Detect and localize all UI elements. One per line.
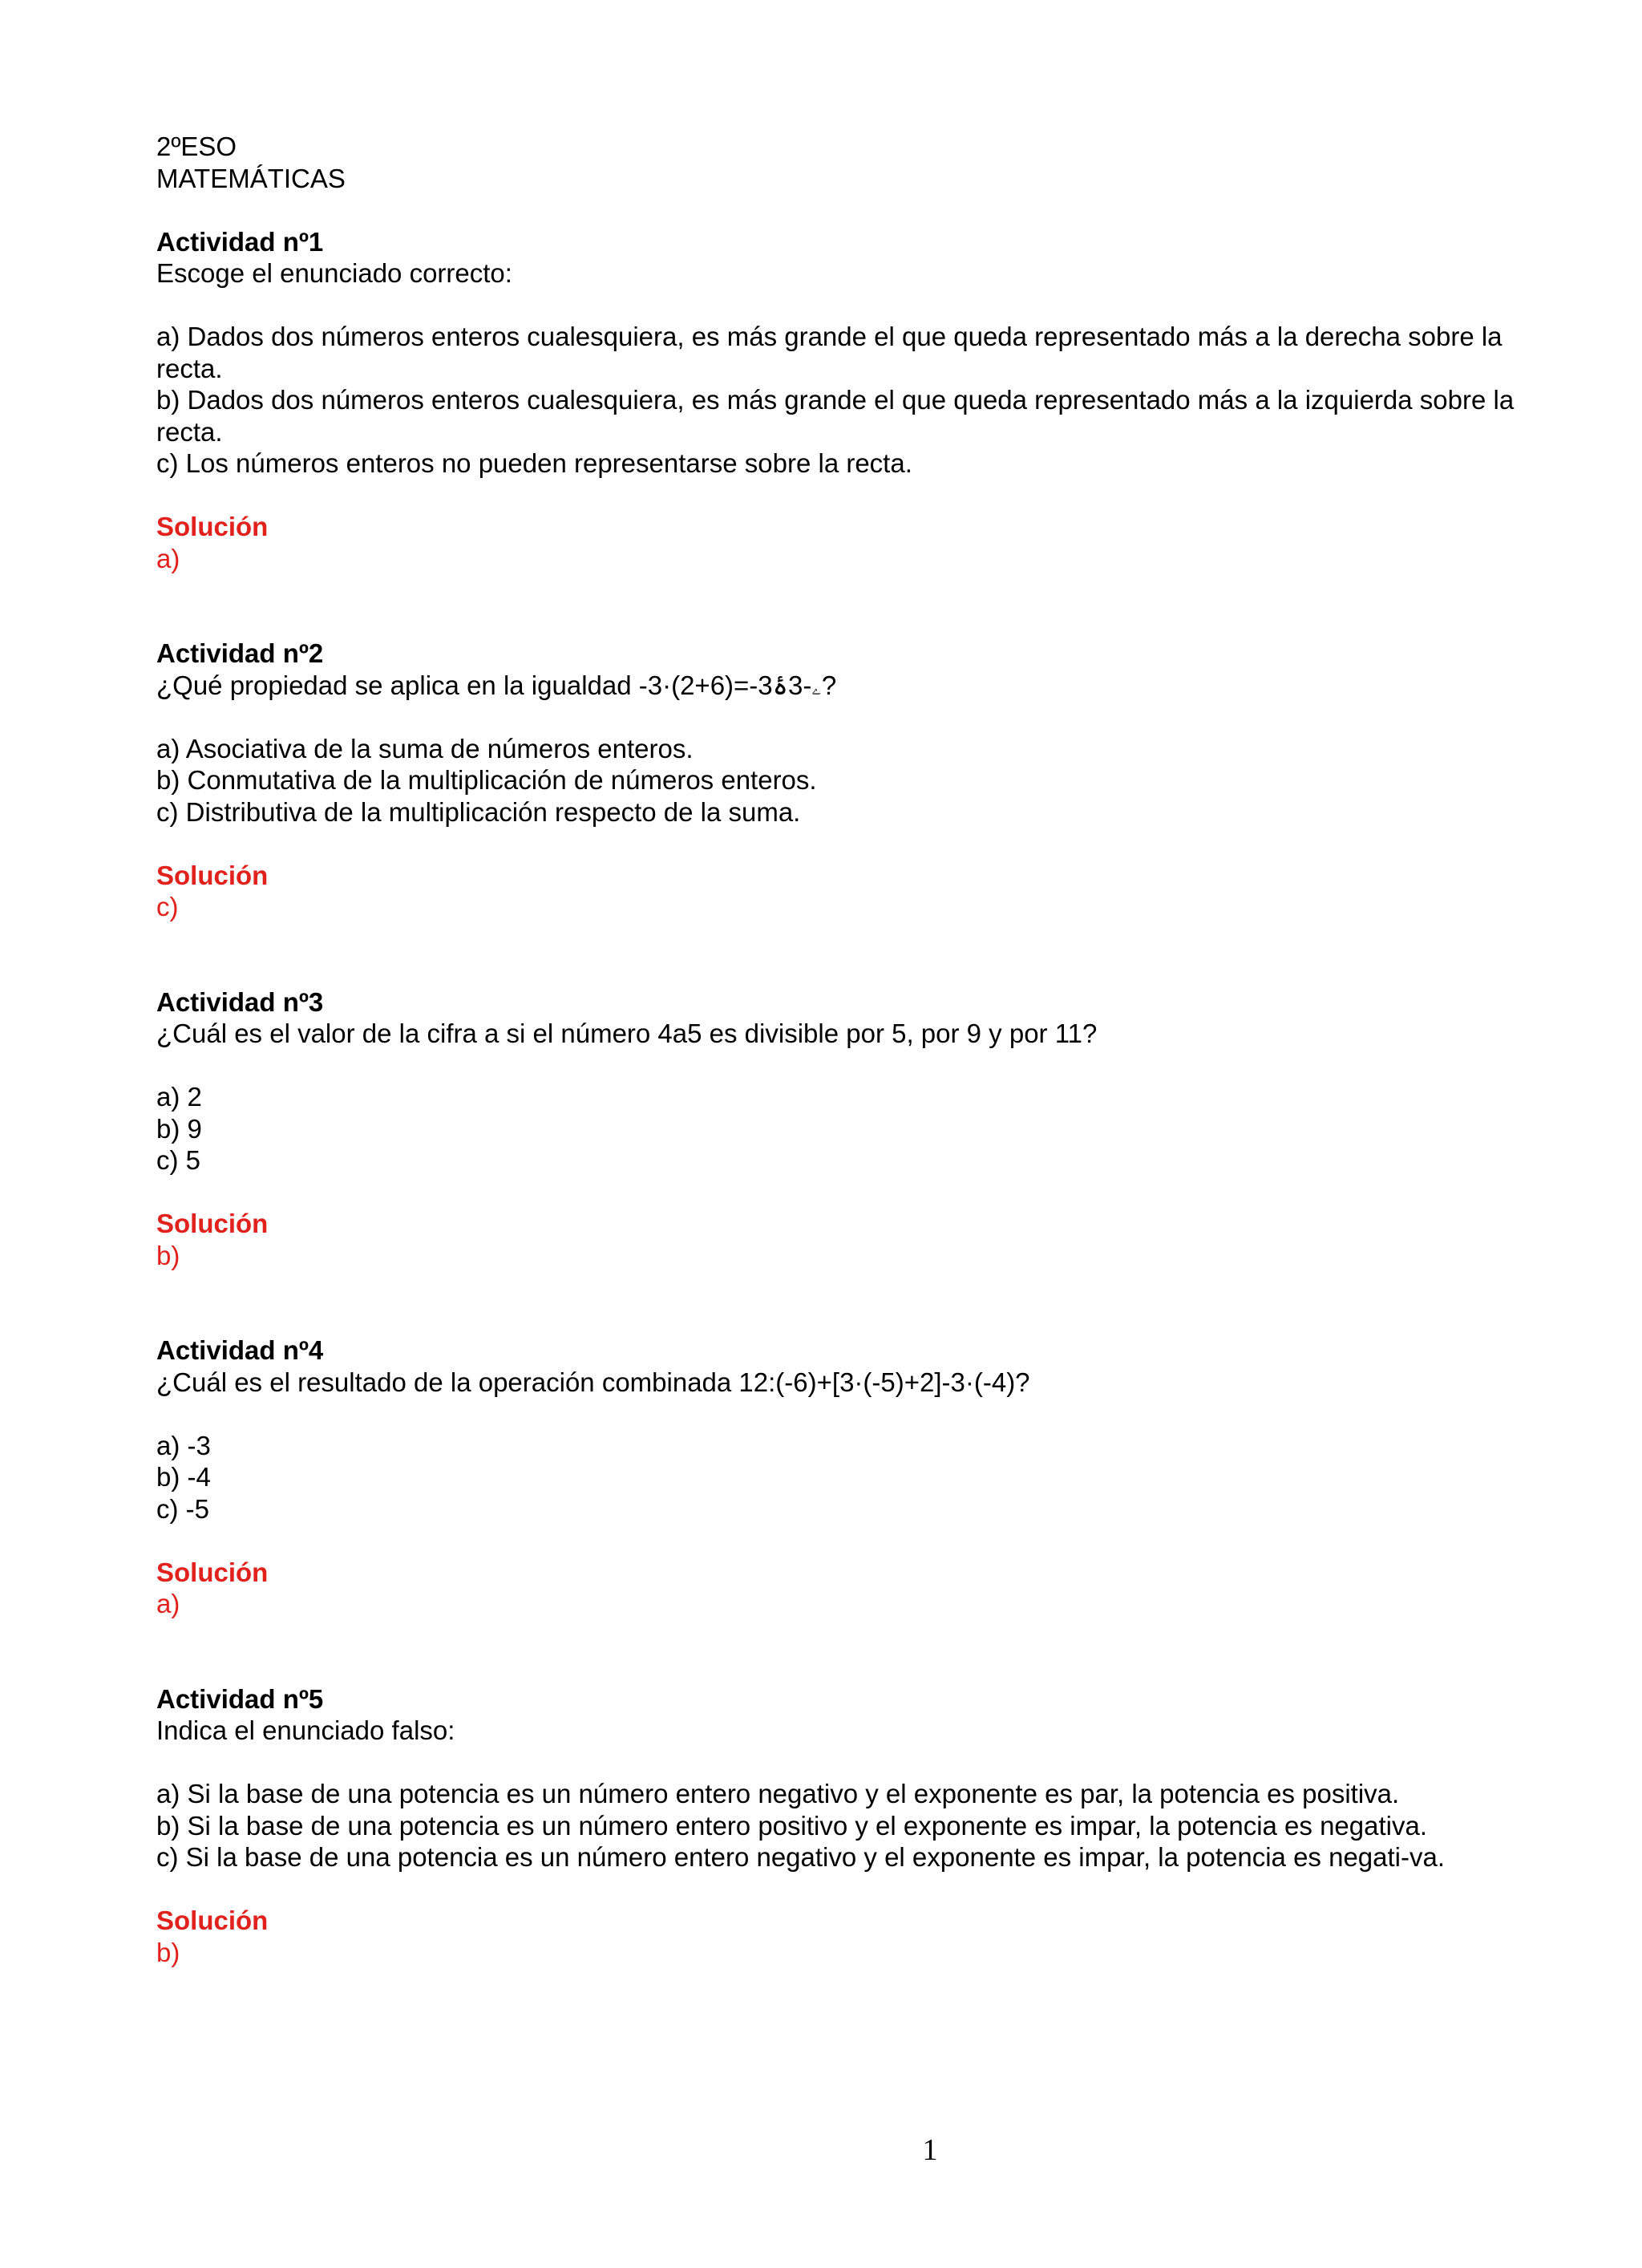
solution-answer: a) <box>156 543 180 573</box>
option-a: a) Si la base de una potencia es un número entero negativo y el exponente es par, la potencia es positiva. <box>156 1779 1400 1808</box>
activity-1 <box>156 226 1519 638</box>
option-b-text: b) Dados dos números enteros cualesquiera, es más grande el que queda representado más a la izquierda sobre la recta. <box>156 385 1515 447</box>
activity-prompt: Escoge el enunciado correcto: <box>156 258 512 288</box>
activity-prompt: ¿Cuál es el resultado de la operación combinada 12:(-6)+[3·(-5)+2]-3·(-4)? <box>156 1367 1030 1397</box>
activity-title: Actividad nº4 <box>156 1335 324 1365</box>
option-a-text: a) Dados dos números enteros cualesquiera, es más grande el que queda representado más a la derecha sobre la recta. <box>156 322 1502 383</box>
activity-title: Actividad nº3 <box>156 986 324 1017</box>
document-header <box>156 131 1519 194</box>
option-a: a) 2 <box>156 1082 202 1112</box>
option-b: b) -4 <box>156 1462 211 1492</box>
solution-answer: b) <box>156 1240 180 1270</box>
option-a: a) Asociativa de la suma de números enteros. <box>156 733 694 763</box>
solution-heading: Solución <box>156 1209 269 1238</box>
activity-prompt: ¿Cuál es el valor de la cifra a si el número 4a5 es divisible por 5, por 9 y por 11? <box>156 1019 1098 1048</box>
option-a: a) -3 <box>156 1430 211 1460</box>
spacer <box>156 574 1519 638</box>
option-c: c) Distributiva de la multiplicación respecto de la suma. <box>156 796 801 827</box>
solution-answer: b) <box>156 1937 180 1967</box>
option-c: c) Si la base de una potencia es un número entero negativo y el exponente es impar, la potencia es negati-va. <box>156 1842 1446 1872</box>
subject-label: MATEMÁTICAS <box>156 163 346 193</box>
spacer <box>156 1271 1519 1334</box>
spacer <box>156 923 1519 986</box>
activity-3 <box>156 986 1519 1335</box>
activity-prompt: Indica el enunciado falso: <box>156 1715 455 1745</box>
solution-answer: c) <box>156 892 179 921</box>
options-list <box>156 321 1519 480</box>
option-b: b) Conmutativa de la multiplicación de números enteros. <box>156 765 817 795</box>
activity-title: Actividad nº2 <box>156 638 324 668</box>
option-b <box>156 384 1519 448</box>
option-b: b) Si la base de una potencia es un número entero positivo y el exponente es impar, la potencia es negativa. <box>156 1810 1428 1841</box>
option-c: c) 5 <box>156 1145 201 1175</box>
activity-5 <box>156 1683 1519 1969</box>
activity-4 <box>156 1334 1519 1683</box>
activity-title: Actividad nº5 <box>156 1683 324 1714</box>
solution-heading: Solución <box>156 860 269 890</box>
solution-heading: Solución <box>156 1557 269 1587</box>
option-c: c) -5 <box>156 1493 209 1524</box>
course-label: 2ºESO <box>156 132 237 161</box>
options-list <box>156 1081 1519 1177</box>
activity-title: Actividad nº1 <box>156 226 324 257</box>
solution-heading: Solución <box>156 1906 269 1935</box>
spacer <box>156 1620 1519 1683</box>
solution-heading: Solución <box>156 512 269 541</box>
option-c <box>156 448 1519 480</box>
options-list <box>156 733 1519 828</box>
options-list <box>156 1778 1519 1873</box>
activity-prompt: ¿Qué propiedad se aplica en la igualdad -3·(2+6)=-3ۦ-3ۂ? <box>156 670 837 700</box>
page-content <box>156 131 1519 1968</box>
solution-answer: a) <box>156 1589 180 1618</box>
option-b: b) 9 <box>156 1113 202 1144</box>
option-c-text: c) Los números enteros no pueden representarse sobre la recta. <box>156 448 912 478</box>
page-number: 1 <box>922 2133 938 2167</box>
option-a <box>156 321 1519 384</box>
options-list <box>156 1430 1519 1525</box>
activity-2 <box>156 638 1519 986</box>
